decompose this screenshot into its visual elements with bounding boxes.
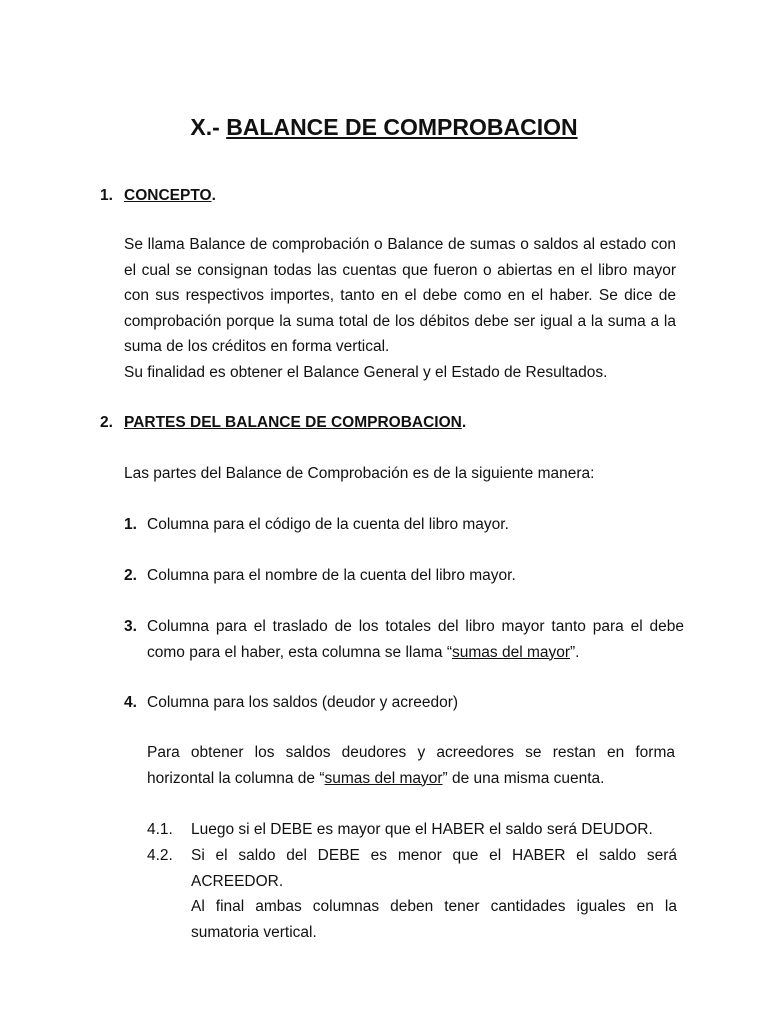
- sub-list-item-number: 4.2.: [147, 847, 173, 864]
- page-title: [0, 112, 768, 142]
- concept-paragraph: Se llama Balance de comprobación o Balance de sumas o saldos al estado con el cual se consignan todas las cuentas que fueron o abiertas en el libro mayor con sus respectivos importes, tanto en el debe como en el haber. Se dice de comprobación porque la suma total de los débitos debe ser igual a la suma a la suma de los créditos en forma vertical.: [124, 236, 676, 355]
- title-text: BALANCE DE COMPROBACION: [226, 114, 578, 140]
- section-1-heading-suffix: .: [211, 187, 216, 204]
- list-item-text: Columna para los saldos (deudor y acreedor): [147, 694, 459, 711]
- saldos-paragraph-before: Para obtener los saldos deudores y acreedores se restan en forma horizontal la columna de “: [147, 744, 675, 787]
- saldos-paragraph: [147, 740, 675, 791]
- section-2-heading-text: PARTES DEL BALANCE DE COMPROBACION: [124, 414, 462, 431]
- sub-list-item-text: Luego si el DEBE es mayor que el HABER el saldo será DEUDOR.: [191, 821, 653, 838]
- section-1-heading-text: CONCEPTO: [124, 187, 212, 204]
- list-item-number: 4.: [124, 694, 137, 711]
- list-item-text-before: Columna para el traslado de los totales del libro mayor tanto para el debe como para el haber, esta columna se llama “: [147, 618, 684, 661]
- saldos-paragraph-underlined: sumas del mayor: [324, 769, 443, 787]
- list-item: [124, 614, 684, 665]
- sub-list-item-text: Si el saldo del DEBE es menor que el HABER el saldo será ACREEDOR.: [191, 847, 677, 890]
- list-item-number: 3.: [124, 618, 137, 635]
- list-item: [124, 690, 684, 716]
- sub-list-item-number: 4.1.: [147, 821, 173, 838]
- section-1-heading: [100, 186, 216, 206]
- list-item: [124, 563, 684, 589]
- list-item-text: Columna para el código de la cuenta del libro mayor.: [147, 516, 509, 533]
- sub-list-item: [147, 843, 677, 945]
- title-prefix: X.-: [190, 114, 227, 140]
- list-item-text: Columna para el nombre de la cuenta del libro mayor.: [147, 567, 516, 584]
- saldos-paragraph-after: ” de una misma cuenta.: [442, 769, 605, 787]
- sub-list-item: [147, 817, 677, 843]
- sumas-del-mayor-underlined: sumas del mayor: [452, 643, 571, 661]
- list-item-text: [147, 614, 684, 665]
- list-item-number: 1.: [124, 516, 137, 533]
- list-item: [124, 512, 684, 538]
- sub-list-item-extra: Al final ambas columnas deben tener cantidades iguales en la sumatoria vertical.: [191, 898, 677, 941]
- section-2-heading: [100, 413, 466, 433]
- parts-intro: Las partes del Balance de Comprobación es de la siguiente manera:: [124, 465, 595, 482]
- list-item-number: 2.: [124, 567, 137, 584]
- section-2-number: 2.: [100, 414, 113, 431]
- list-item-text-after: ”.: [570, 643, 580, 661]
- section-1-number: 1.: [100, 187, 113, 204]
- section-2-heading-suffix: .: [461, 414, 467, 431]
- purpose-paragraph: Su finalidad es obtener el Balance General y el Estado de Resultados.: [124, 364, 608, 381]
